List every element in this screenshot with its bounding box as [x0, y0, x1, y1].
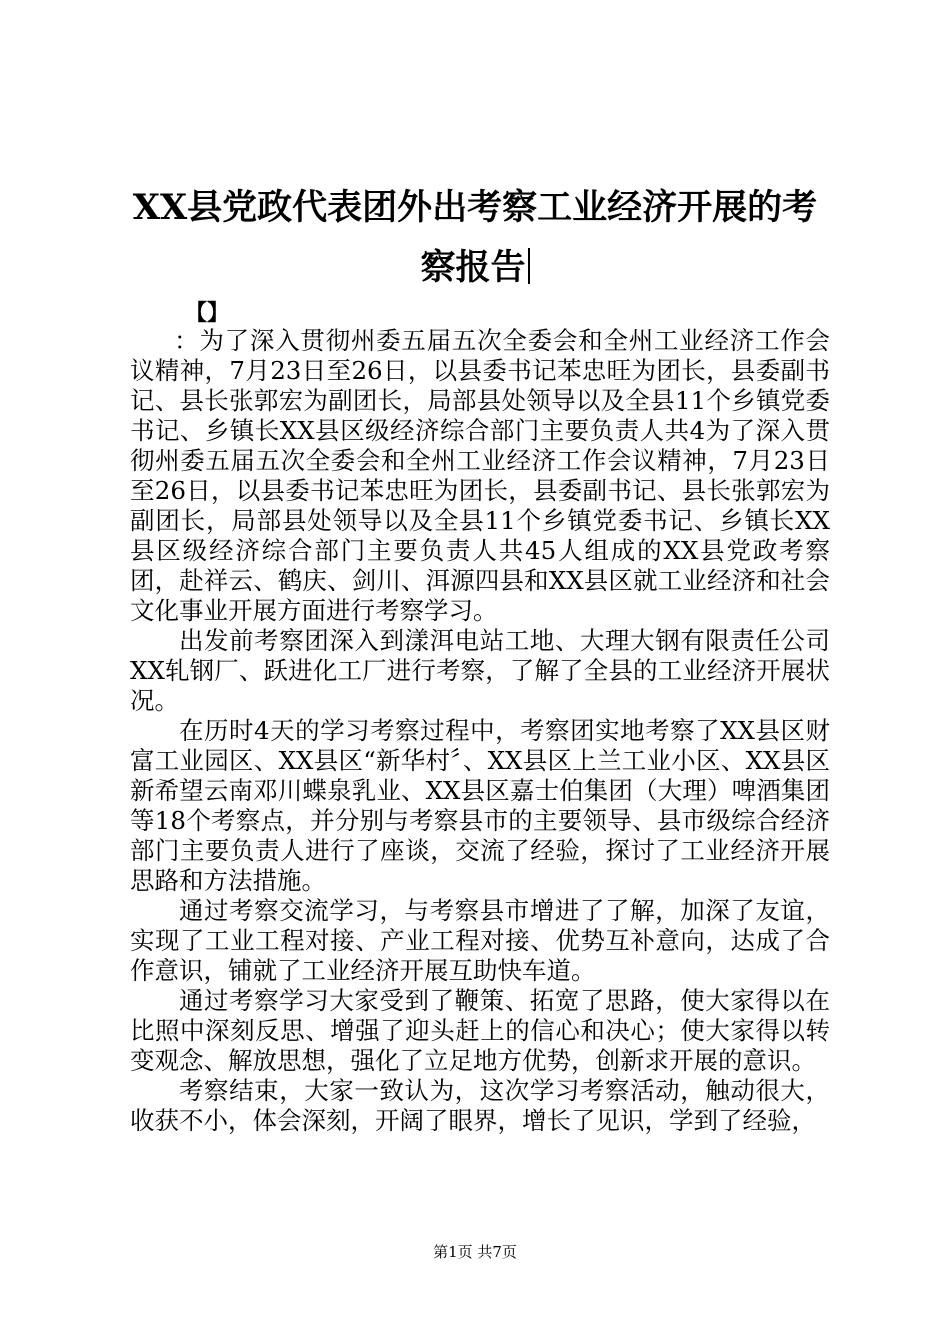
- document-title-line-2: [90, 246, 860, 290]
- page-footer: 第1页 共7页: [433, 1243, 517, 1261]
- paragraph-5: 通过考察学习大家受到了鞭策、拓宽了思路，使大家得以在比照中深刻反思、增强了迎头赶上的信心和决心；使大家得以转变观念、解放思想，强化了立足地方优势，创新求开展的意识。: [130, 986, 830, 1075]
- paragraph-4: 通过考察交流学习，与考察县市增进了了解，加深了友谊，实现了工业工程对接、产业工程对接、优势互补意向，达成了合作意识，铺就了工业经济开展互助快车道。: [130, 896, 830, 985]
- paragraph-1: ：为了深入贯彻州委五届五次全委会和全州工业经济工作会议精神，7月23日至26日，以县委书记苯忠旺为团长，县委副书记、县长张郭宏为副团长，局部县处领导以及全县11个乡镇党委书记、乡镇长XX县区级经济综合部门主要负责人共4为了深入贯彻州委五届五次全委会和全州工业经济工作会议精神，7月23日至26日，以县委书记苯忠旺为团长，县委副书记、县长张郭宏为副团长，局部县处领导以及全县11个乡镇党委书记、乡镇长XX县区级经济综合部门主要负责人共45人组成的XX县党政考察团，赴祥云、鹤庆、剑川、洱源四县和XX县区就工业经济和社会文化事业开展方面进行考察学习。: [130, 326, 830, 625]
- text-cursor: [528, 248, 530, 284]
- document-title-line-1: XX县党政代表团外出考察工业经济开展的考: [132, 187, 818, 228]
- document-body: [130, 326, 830, 1136]
- empty-bracket: 【】: [185, 300, 230, 326]
- paragraph-3: 在历时4天的学习考察过程中，考察团实地考察了XX县区财富工业园区、XX县区“新华村〞、XX县区上兰工业小区、XX县区新希望云南邓川蝶泉乳业、XX县区嘉士伯集团（大理）啤酒集团等18个考察点，并分别与考察县市的主要领导、县市级综合经济部门主要负责人进行了座谈，交流了经验，探讨了工业经济开展思路和方法措施。: [130, 716, 830, 895]
- paragraph-2: 出发前考察团深入到漾洱电站工地、大理大钢有限责任公司XX轧钢厂、跃进化工厂进行考察，了解了全县的工业经济开展状况。: [130, 626, 830, 715]
- paragraph-6: 考察结束，大家一致认为，这次学习考察活动，触动很大，收获不小，体会深刻，开阔了眼界，增长了见识，学到了经验，: [130, 1076, 830, 1135]
- document-title-line-2-text: 察报告: [420, 247, 526, 288]
